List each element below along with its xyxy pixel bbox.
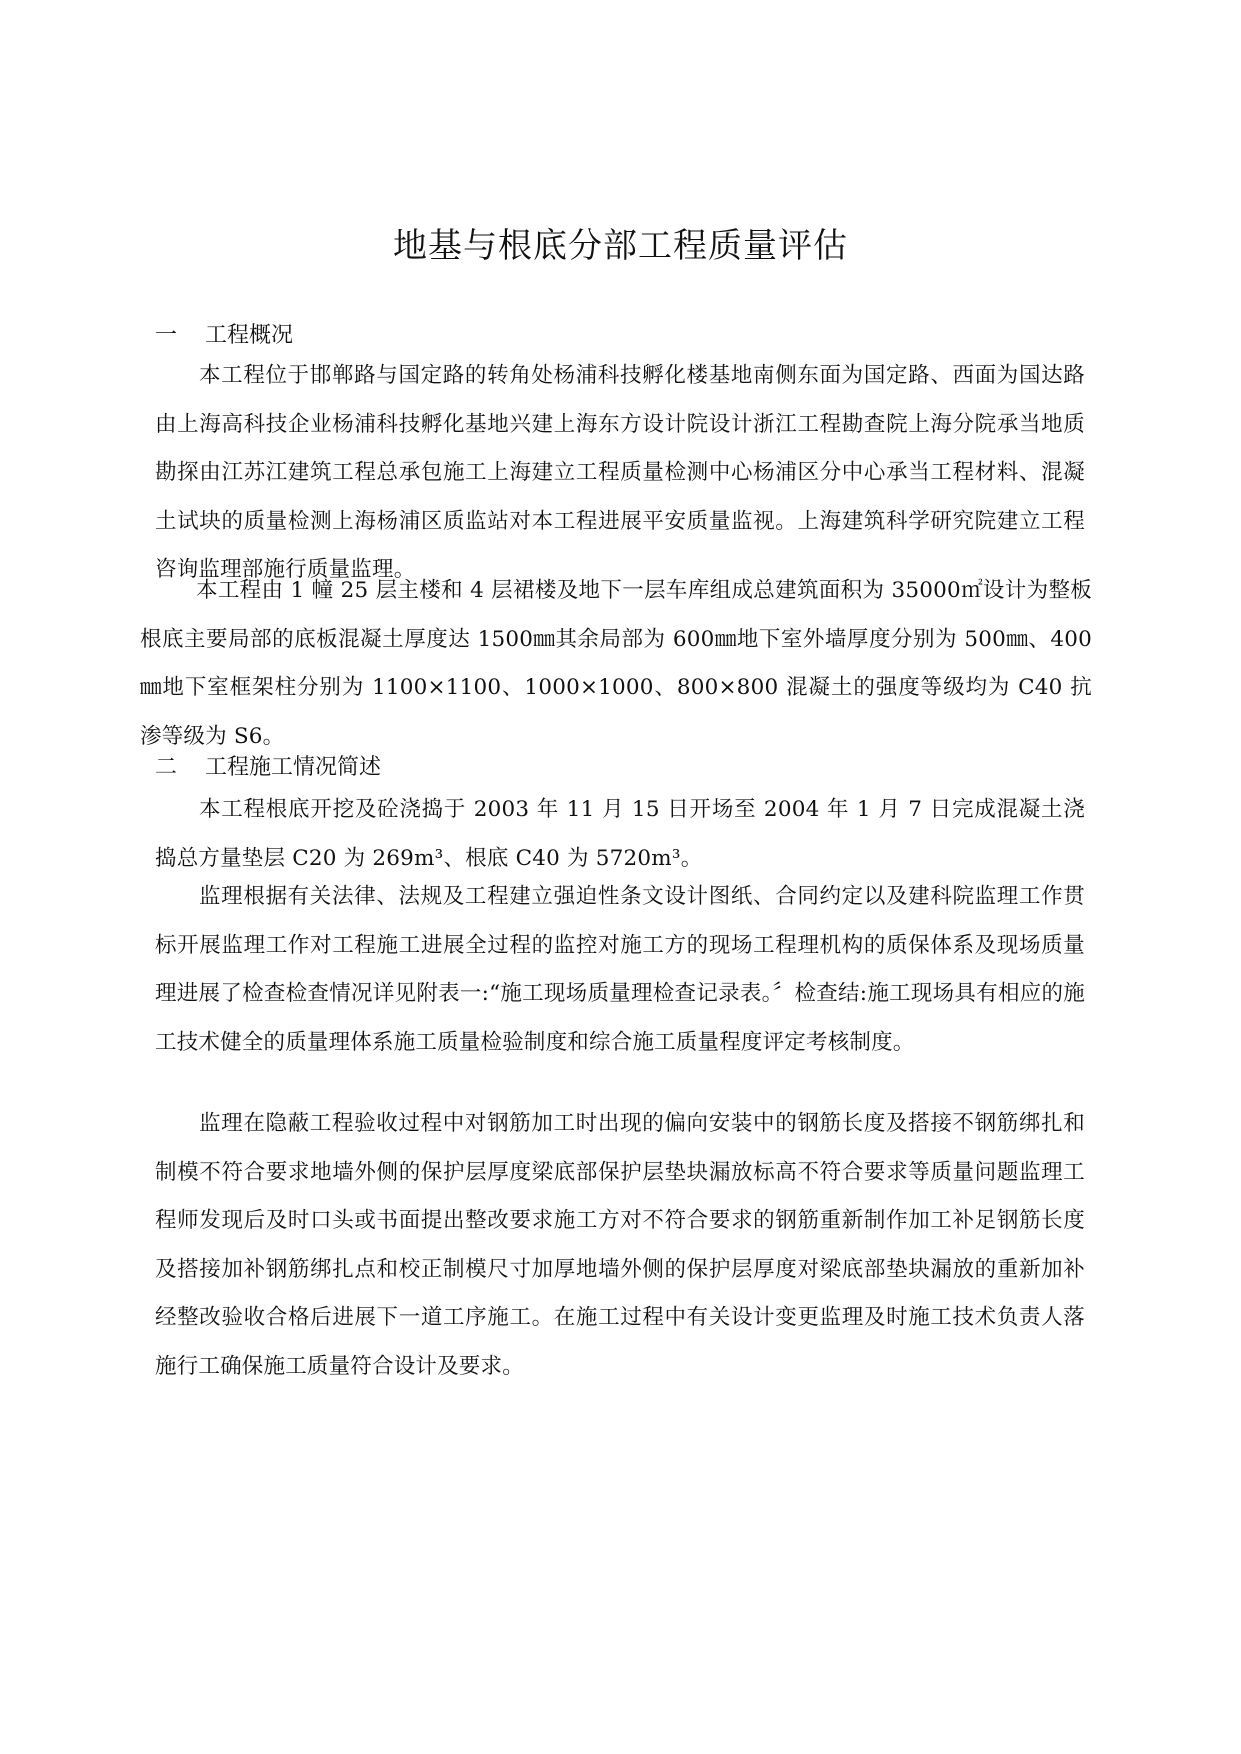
paragraph: 本工程位于邯郸路与国定路的转角处杨浦科技孵化楼基地南侧东面为国定路、西面为国达路由上海高科技企业杨浦科技孵化基地兴建上海东方设计院设计浙江工程勘查院上海分院承当地质勘探由江苏江建筑工程总承包施工上海建立工程质量检测中心杨浦区分中心承当工程材料、混凝土试块的质量检测上海杨浦区质监站对本工程进展平安质量监视。上海建筑科学研究院建立工程咨询监理部施行质量监理。 [155,363,1085,582]
paragraph: 监理在隐蔽工程验收过程中对钢筋加工时出现的偏向安装中的钢筋长度及搭接不钢筋绑扎和制模不符合要求地墙外侧的保护层厚度梁底部保护层垫块漏放标高不符合要求等质量问题监理工程师发现后及时口头或书面提出整改要求施工方对不符合要求的钢筋重新制作加工补足钢筋长度及搭接加补钢筋绑扎点和校正制模尺寸加厚地墙外侧的保护层厚度对梁底部垫块漏放的重新加补经整改验收合格后进展下一道工序施工。在施工过程中有关设计变更监理及时施工技术负责人落施行工确保施工质量符合设计及要求。 [155,1111,1085,1379]
section-heading-2 [155,750,381,781]
section-title: 工程施工情况简述 [205,755,382,780]
section-title: 工程概况 [205,323,294,348]
paragraph: 本工程根底开挖及砼浇捣于 2003 年 11 月 15 日开场至 2004 年 1 月 7 日完成混凝土浇捣总方量垫层 C20 为 269m³、根底 C40 为 5720m³。 [155,797,1085,871]
section-number: 一 [155,323,178,348]
page-title: 地基与根底分部工程质量评估 [393,226,848,266]
section-heading-1 [155,318,293,349]
paragraph: 监理根据有关法律、法规及工程建立强迫性条文设计图纸、合同约定以及建科院监理工作贯标开展监理工作对工程施工进展全过程的监控对施工方的现场工程理机构的质保体系及现场质量理进展了检查检查情况详见附表一:“施工现场质量理检查记录表。〞检查结:施工现场具有相应的施工技术健全的质量理体系施工质量检验制度和综合施工质量程度评定考核制度。 [155,884,1085,1055]
paragraph: 本工程由 1 幢 25 层主楼和 4 层裙楼及地下一层车库组成总建筑面积为 35000㎡设计为整板根底主要局部的底板混凝土厚度达 1500㎜其余局部为 600㎜地下室外墙厚度分别为 500㎜、400㎜地下室框架柱分别为 1100×1100、1000×1000、800×800 混凝土的强度等级均为 C40 抗渗等级为 S6。 [140,578,1092,749]
section-number: 二 [155,755,178,780]
